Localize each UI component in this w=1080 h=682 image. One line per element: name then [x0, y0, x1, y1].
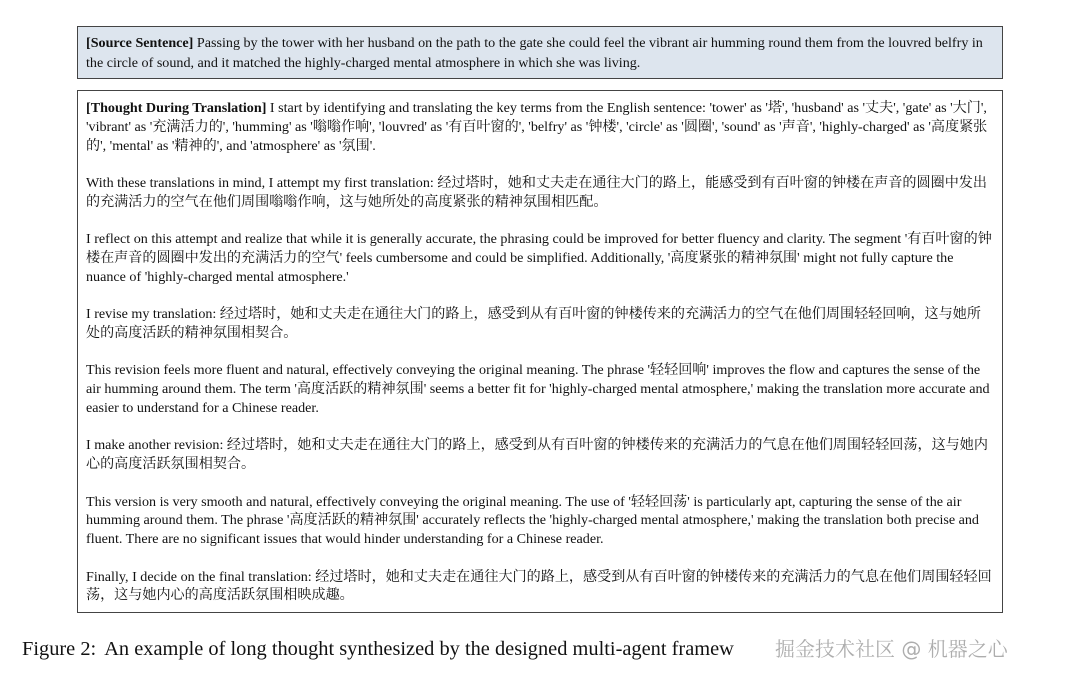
- thought-paragraph: Finally, I decide on the final translation: 经过塔时，她和丈夫走在通往大门的路上，感受到从有百叶窗的钟楼传来的充满活力的气息在他们周围轻轻回荡，这与她内心的高度活跃氛围相映成趣。: [86, 568, 992, 604]
- figure-caption-prefix: Figure 2:: [22, 638, 97, 660]
- thought-paragraph: I make another revision: 经过塔时，她和丈夫走在通往大门的路上，感受到从有百叶窗的钟楼传来的充满活力的气息在他们周围轻轻回荡，这与她内心的高度活跃氛围相契合。: [86, 437, 988, 473]
- source-sentence-box: [77, 26, 1003, 79]
- figure-caption: [22, 636, 1072, 662]
- thought-paragraph: This revision feels more fluent and natural, effectively conveying the original meaning. The phrase '轻轻回响' improves the flow and captures the sense of the air humming around them. The term '高度活跃的精神氛围' seems a better fit for 'highly-charged mental atmosphere,' making the translation more accurate and easier to understand for a Chinese reader.: [86, 362, 990, 416]
- watermark: 掘金技术社区 @ 机器之心: [775, 637, 1008, 661]
- figure-caption-text: An example of long thought synthesized by the designed multi-agent framew: [104, 638, 734, 660]
- thought-paragraph: With these translations in mind, I attempt my first translation: 经过塔时，她和丈夫走在通往大门的路上，能感受到有百叶窗的钟楼在声音的圆圈中发出的充满活力的空气在他们周围嗡嗡作响，这与她所处的高度紧张的精神氛围相匹配。: [86, 174, 987, 210]
- thought-during-translation-box: [77, 90, 1003, 613]
- thought-paragraph: I reflect on this attempt and realize that while it is generally accurate, the phrasing could be improved for better fluency and clarity. The segment '有百叶窗的钟楼在声音的圆圈中发出的充满活力的空气' feels cumbersome and could be simplified. Additionally, '高度紧张的精神氛围' might not fully capture the nuance of 'highly-charged mental atmosphere.': [86, 231, 992, 285]
- thought-label: [Thought During Translation]: [86, 100, 267, 116]
- source-sentence-text: Passing by the tower with her husband on the path to the gate she could feel the vibrant air humming round them from the louvred belfry in the circle of sound, and it matched the highly-charged mental atmosphere in which she was living.: [86, 35, 983, 71]
- source-sentence-label: [Source Sentence]: [86, 35, 194, 51]
- thought-paragraph: This version is very smooth and natural, effectively conveying the original meaning. The use of '轻轻回荡' is particularly apt, capturing the sense of the air humming around them. The phrase '高度活跃的精神氛围' accurately reflects the 'highly-charged mental atmosphere,' making the translation both precise and fluent. There are no significant issues that would hinder understanding for a Chinese reader.: [86, 493, 979, 548]
- thought-paragraph: I revise my translation: 经过塔时，她和丈夫走在通往大门的路上，感受到从有百叶窗的钟楼传来的充满活力的空气在他们周围轻轻回响，这与她所处的高度活跃的精神氛围相契合。: [86, 306, 981, 341]
- thought-paragraph: [86, 99, 994, 155]
- thought-paragraph-text: I start by identifying and translating the key terms from the English sentence: 'tower' as '塔', 'husband' as '丈夫', 'gate' as '大门', 'vibrant' as '充满活力的', 'humming' as '嗡嗡作响', 'louvred' as '有百叶窗的', 'belfry' as '钟楼', 'circle' as '圆圈', 'sound' as '声音', 'highly-charged' as '高度紧张的', 'mental' as '精神的', and 'atmosphere' as '氛围'.: [86, 100, 988, 154]
